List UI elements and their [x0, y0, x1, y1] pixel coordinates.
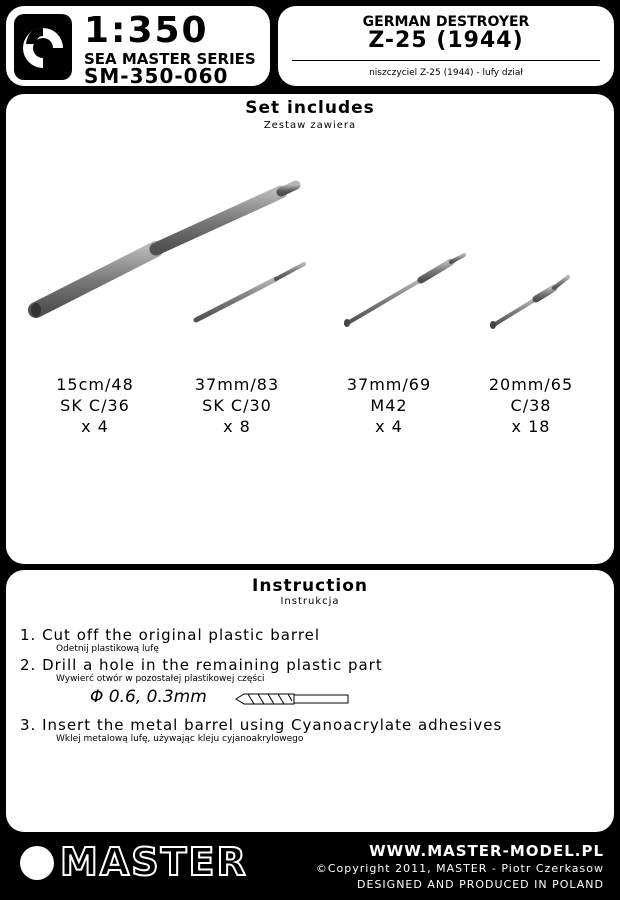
set-title: Set includes: [245, 98, 375, 118]
barrel-37mm-69-icon: [344, 255, 464, 327]
part-15cm: [30, 374, 160, 437]
barrel-15cm-icon: [31, 185, 296, 317]
master-footer-logo-icon: [20, 846, 54, 880]
part-caliber: 37mm/83: [194, 375, 280, 394]
set-subtitle: Zestaw zawiera: [263, 120, 357, 131]
ship-type: GERMAN DESTROYER: [362, 14, 530, 30]
drill-size: Φ 0.6, 0.3mm: [90, 687, 207, 707]
part-model: C/38: [510, 396, 552, 415]
part-37mm-69: [324, 374, 454, 437]
set-includes-panel: [6, 94, 614, 564]
instruction-panel: [6, 570, 614, 832]
step-1: 1. Cut off the original plastic barrel: [20, 626, 321, 644]
step-2-sub: Wywierć otwór w pozostałej plastikowej części: [56, 674, 265, 684]
step-3-sub: Wklej metalową lufę, używając kleju cyjanoakrylowego: [56, 734, 304, 744]
part-37mm-83: [172, 374, 302, 437]
ship-subtitle: niszczyciel Z-25 (1944) - lufy dział: [369, 68, 523, 78]
ship-name: Z-25 (1944): [368, 28, 524, 53]
website-link[interactable]: WWW.MASTER-MODEL.PL: [369, 842, 604, 860]
step-2: 2. Drill a hole in the remaining plastic part: [20, 656, 383, 674]
scale-label: 1:350: [84, 10, 209, 51]
part-caliber: 15cm/48: [56, 375, 134, 394]
part-20mm: [466, 374, 596, 437]
brand-name: MASTER: [60, 840, 248, 884]
header-series-panel: [6, 6, 270, 86]
part-qty: x 4: [81, 417, 109, 436]
part-caliber: 37mm/69: [346, 375, 432, 394]
part-model: SK C/36: [60, 396, 130, 415]
series-label: SEA MASTER SERIES: [84, 50, 256, 68]
barrel-37mm-83-icon: [196, 264, 304, 320]
designed-in: DESIGNED AND PRODUCED IN POLAND: [357, 878, 604, 891]
part-model: SK C/30: [202, 396, 272, 415]
step-1-sub: Odetnij plastikową lufę: [56, 644, 159, 654]
part-qty: x 4: [375, 417, 403, 436]
part-model: M42: [370, 396, 408, 415]
part-qty: x 8: [223, 417, 251, 436]
master-logo-icon: [14, 14, 72, 80]
step-3: 3. Insert the metal barrel using Cyanoacrylate adhesives: [20, 716, 503, 734]
divider: [292, 60, 600, 61]
instruction-subtitle: Instrukcja: [280, 596, 340, 607]
part-qty: x 18: [511, 417, 551, 436]
instruction-title: Instruction: [252, 576, 368, 596]
barrel-20mm-icon: [490, 277, 568, 329]
barrels-illustration: [6, 94, 614, 564]
header-ship-panel: [278, 6, 614, 86]
product-code: SM-350-060: [84, 64, 229, 88]
copyright: ©Copyright 2011, MASTER - Piotr Czerkasow: [315, 862, 604, 875]
drill-bit-icon: [234, 692, 350, 706]
part-caliber: 20mm/65: [488, 375, 574, 394]
